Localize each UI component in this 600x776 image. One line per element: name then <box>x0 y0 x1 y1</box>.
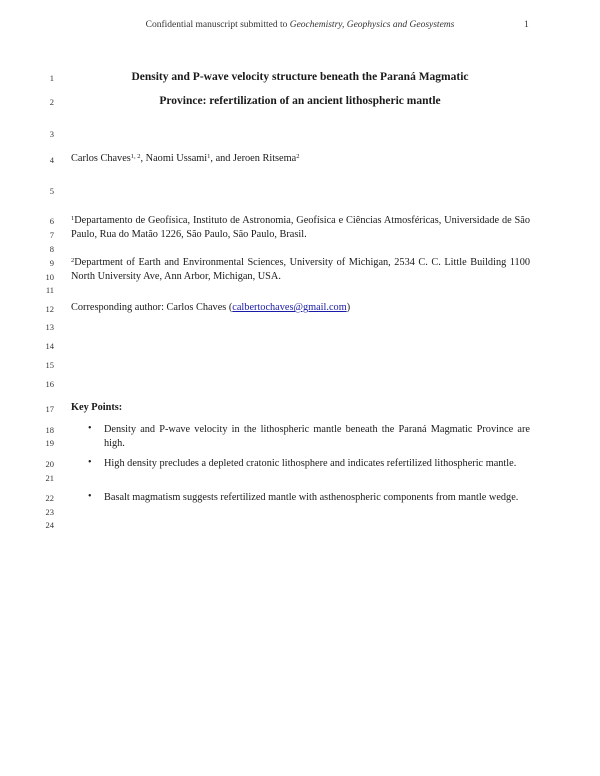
affiliation-sup: 2 <box>71 257 75 264</box>
line-number: 22 <box>45 493 54 503</box>
author-affil-sup: 1, 2 <box>130 153 141 160</box>
affiliation-1 <box>71 214 530 242</box>
line-number: 1 <box>49 73 54 83</box>
author-name: Carlos Chaves <box>71 153 131 164</box>
affiliation-sup: 1 <box>71 215 75 222</box>
corresponding-label: Corresponding author: Carlos Chaves ( <box>71 302 233 313</box>
page-number: 1 <box>524 20 529 30</box>
line-number: 4 <box>49 155 54 165</box>
line-number: 3 <box>49 129 54 139</box>
key-point-item: Basalt magmatism suggests refertilized mantle with asthenospheric components from mantle wedge. <box>104 492 519 503</box>
line-number: 21 <box>45 473 54 483</box>
line-number: 17 <box>45 404 54 414</box>
line-number: 18 <box>45 425 54 435</box>
line-number: 7 <box>49 230 54 240</box>
line-number: 5 <box>49 186 54 196</box>
author-separator: , and Jeroen Ritsema <box>210 153 297 164</box>
line-number: 16 <box>45 379 54 389</box>
corresponding-close: ) <box>346 302 351 313</box>
author-list <box>71 153 530 166</box>
bullet-icon: • <box>88 423 92 434</box>
line-number: 23 <box>45 507 54 517</box>
line-number: 14 <box>45 341 54 351</box>
email-link[interactable]: calbertochaves@gmail.com <box>232 302 347 313</box>
author-separator: , Naomi Ussami <box>140 153 208 164</box>
line-number: 8 <box>49 244 54 254</box>
corresponding-author <box>71 302 530 315</box>
author-affil-sup: 1 <box>207 153 211 160</box>
line-number: 9 <box>49 258 54 268</box>
line-number: 24 <box>45 520 54 530</box>
header-journal: Geochemistry, Geophysics and Geosystems <box>289 20 455 30</box>
line-number: 12 <box>45 304 54 314</box>
line-number: 15 <box>45 360 54 370</box>
title-line-2: Province: refertilization of an ancient lithospheric mantle <box>159 95 441 107</box>
line-number: 13 <box>45 322 54 332</box>
affiliation-2 <box>71 256 530 284</box>
line-number: 10 <box>45 272 54 282</box>
title-line-1: Density and P-wave velocity structure beneath the Paraná Magmatic <box>131 71 469 83</box>
key-point-item: High density precludes a depleted cratonic lithosphere and indicates refertilized lithospheric mantle. <box>104 458 517 469</box>
line-number: 2 <box>49 97 54 107</box>
running-header <box>0 20 600 30</box>
line-number: 19 <box>45 438 54 448</box>
author-affil-sup: 2 <box>296 153 300 160</box>
header-prefix: Confidential manuscript submitted to <box>145 20 288 30</box>
affiliation-text: Departamento de Geofísica, Instituto de Astronomia, Geofísica e Ciências Atmosféricas, Universidade de São Paulo, Rua do Matão 1226, São Paulo, São Paulo, Brasil. <box>71 215 530 240</box>
line-number: 20 <box>45 459 54 469</box>
bullet-icon: • <box>88 491 92 502</box>
key-points-heading: Key Points: <box>71 402 123 413</box>
affiliation-text: Department of Earth and Environmental Sciences, University of Michigan, 2534 C. C. Little Building 1100 North University Ave, Ann Arbor, Michigan, USA. <box>71 257 530 282</box>
key-point-item: Density and P-wave velocity in the lithospheric mantle beneath the Paraná Magmatic Province are high. <box>104 424 530 449</box>
line-number: 6 <box>49 216 54 226</box>
bullet-icon: • <box>88 457 92 468</box>
line-number: 11 <box>45 285 54 295</box>
